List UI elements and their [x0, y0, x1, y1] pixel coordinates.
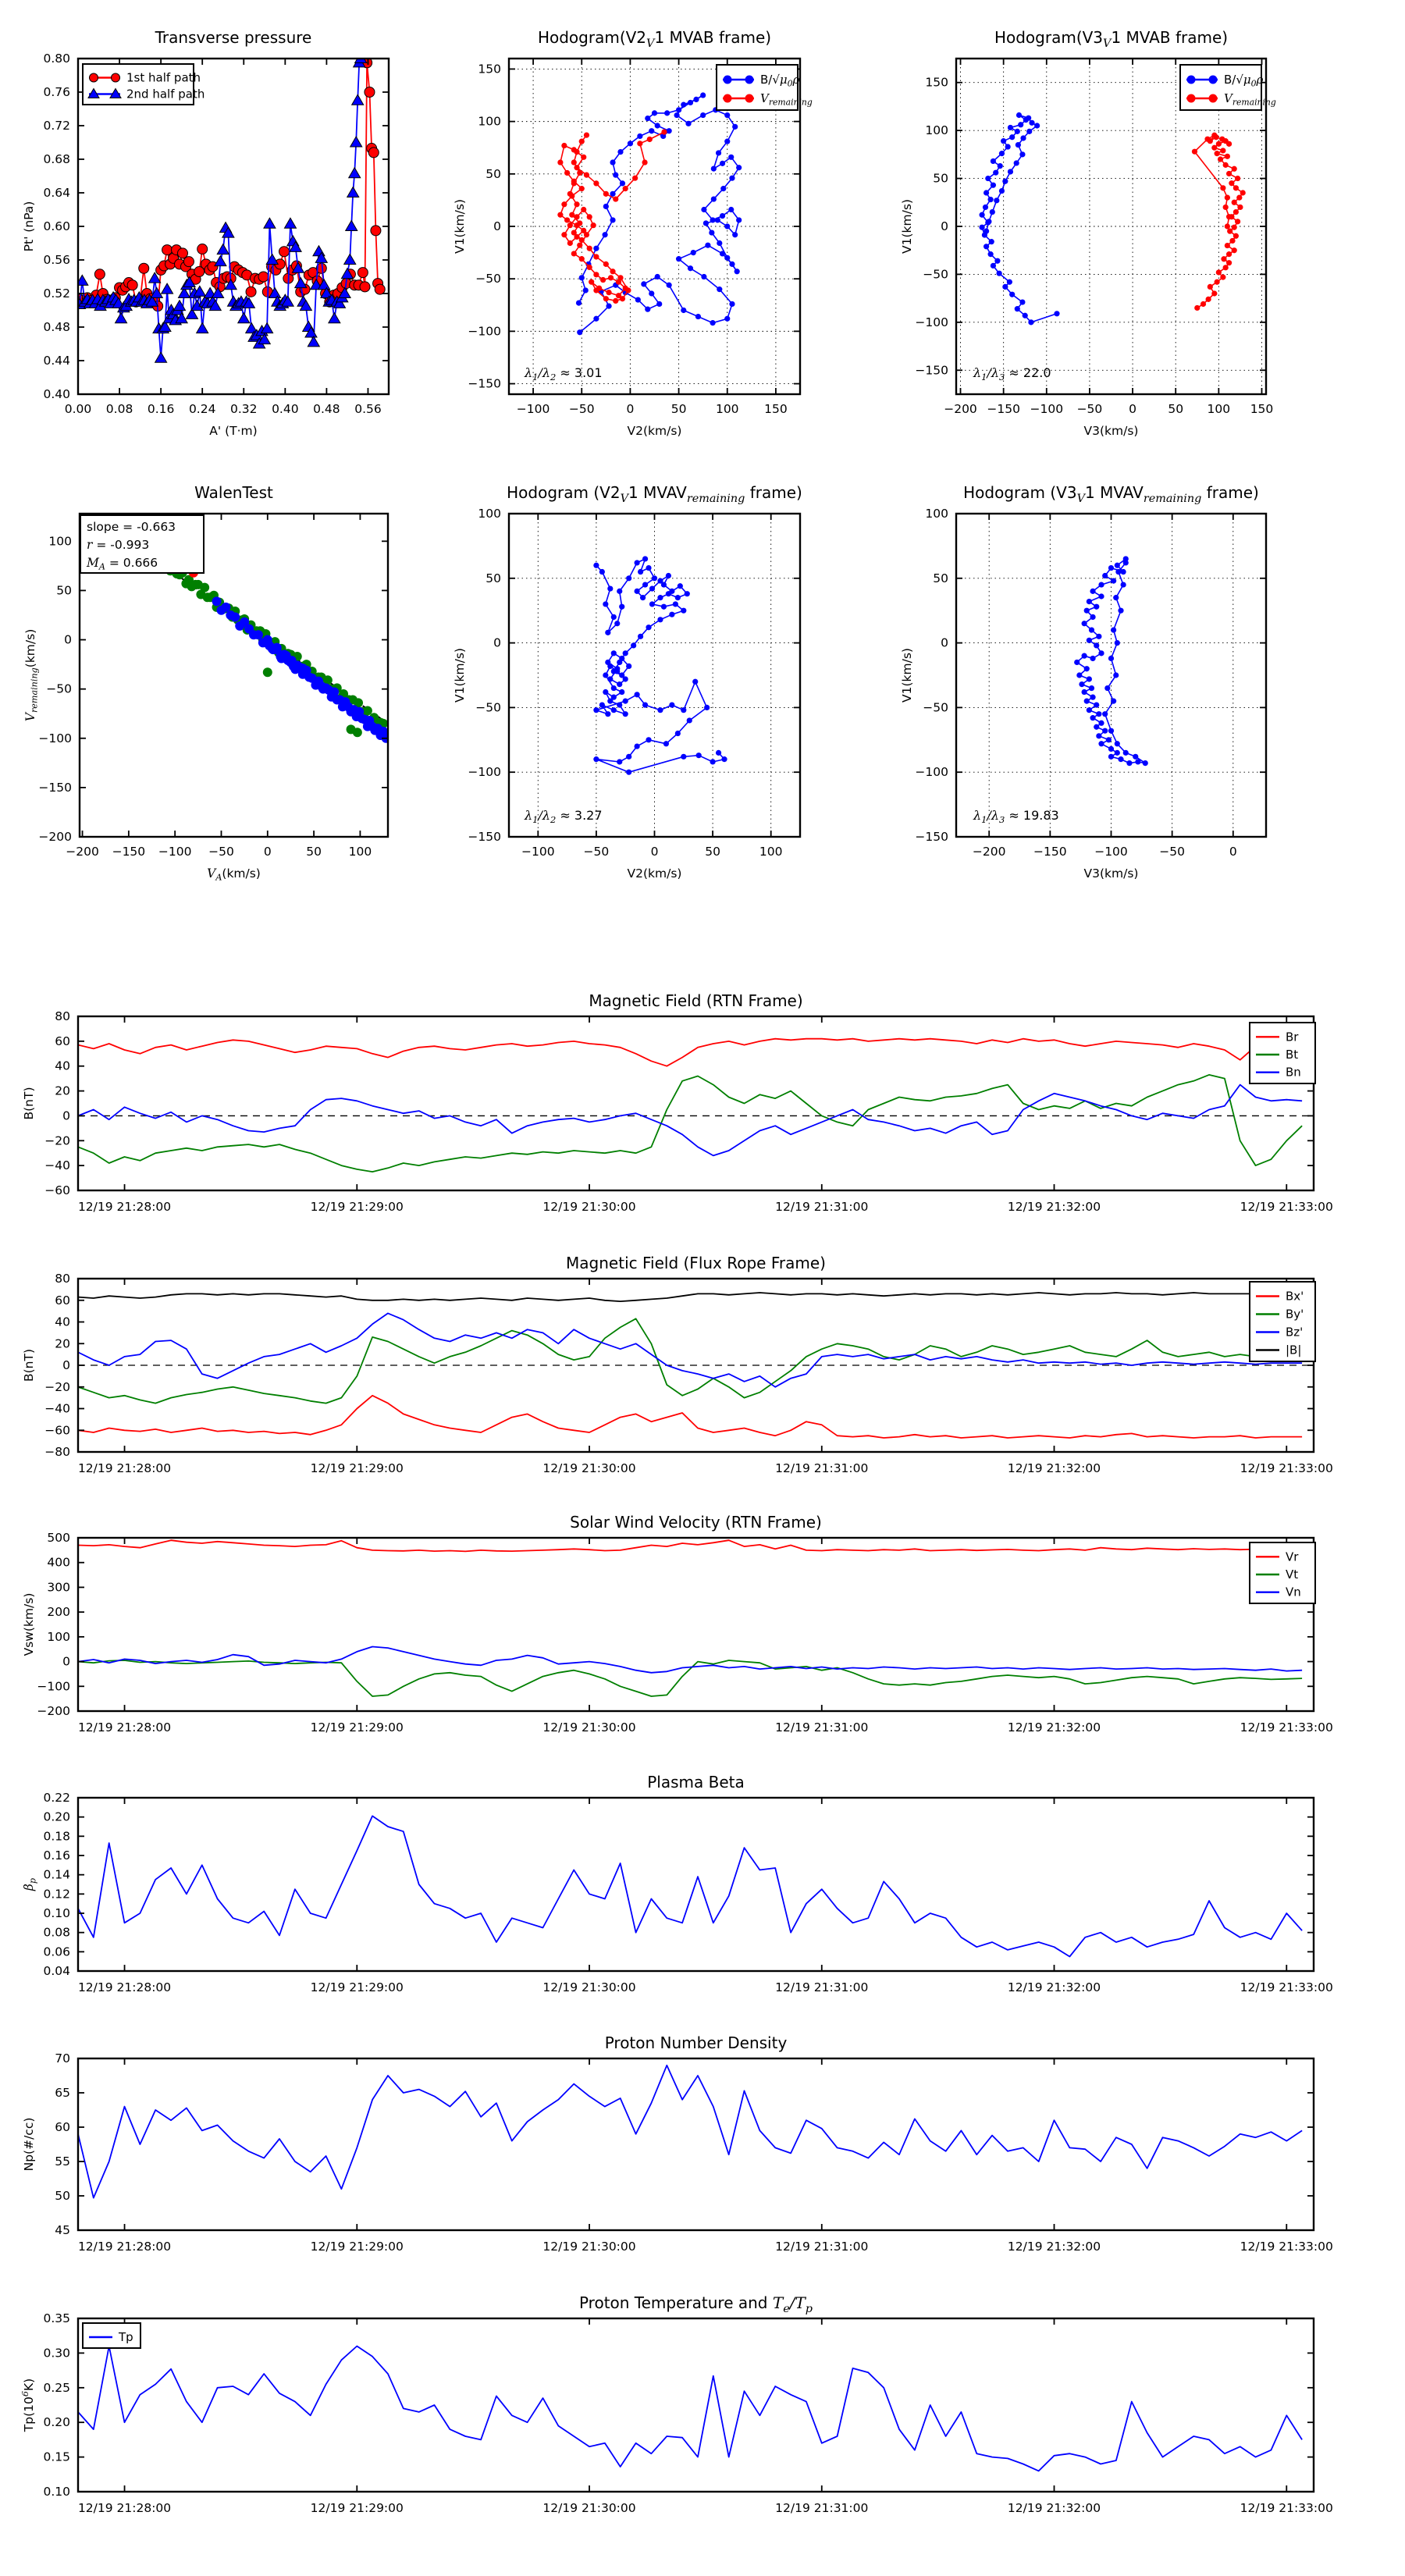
mag-rtn-legend-label: Br [1286, 1030, 1299, 1044]
mag-fluxrope-ytick: −60 [44, 1423, 70, 1438]
hodogram-v3v1-mvab-ytick: 100 [925, 123, 948, 138]
walen-test-title: WalenTest [194, 483, 273, 502]
transverse-pressure-ytick: 0.56 [43, 253, 70, 267]
mag-rtn-ytick: −40 [44, 1158, 70, 1173]
mag-rtn-ytick: 40 [55, 1059, 70, 1073]
proton-temperature-ytick: 0.25 [43, 2380, 70, 2395]
solar-wind-velocity-ytick: 0 [62, 1654, 70, 1669]
plasma-beta-xtick: 12/19 21:32:00 [1007, 1980, 1101, 1994]
hodogram-v3v1-mvab-xtick: −150 [987, 402, 1020, 416]
hodogram-v3v1-mvab-ytick: −100 [915, 315, 948, 329]
hodogram-v2v1-mvab-series-b-sqrt-mu0-rho- [576, 92, 742, 335]
hodogram-v2v1-mvav-xtick: −100 [521, 845, 555, 859]
plasma-beta-ytick: 0.18 [43, 1829, 70, 1844]
hodogram-v2v1-mvav-xtick: 50 [705, 845, 720, 859]
solar-wind-velocity-xtick: 12/19 21:33:00 [1240, 1720, 1333, 1735]
transverse-pressure-ytick: 0.52 [43, 286, 70, 301]
mag-rtn-ytick: 60 [55, 1034, 70, 1048]
hodogram-v2v1-mvab-ytick: 100 [478, 114, 501, 129]
hodogram-v3v1-mvav-xlabel: V3(km/s) [1083, 866, 1139, 881]
transverse-pressure-legend [83, 64, 205, 105]
walen-test-ytick: −50 [46, 681, 72, 696]
hodogram-v2v1-mvav-ytick: 100 [478, 507, 501, 521]
mag-fluxrope-xtick: 12/19 21:28:00 [77, 1461, 172, 1475]
mag-rtn-ytick: 0 [62, 1108, 70, 1123]
transverse-pressure-xtick: 0.24 [188, 402, 216, 416]
plasma-beta-xtick: 12/19 21:30:00 [542, 1980, 636, 1994]
proton-temperature-legend-label: Tp [119, 2330, 133, 2344]
plasma-beta-ytick: 0.20 [43, 1809, 70, 1824]
mag-fluxrope-legend [1250, 1282, 1315, 1361]
hodogram-v2v1-mvav-ytick: −100 [468, 765, 501, 780]
hodogram-v3v1-mvav-ytick: 0 [941, 635, 948, 650]
proton-density-ytick: 45 [55, 2223, 70, 2237]
hodogram-v2v1-mvab-ytick: 50 [486, 166, 501, 181]
proton-temperature-xtick: 12/19 21:33:00 [1240, 2501, 1333, 2515]
solar-wind-velocity-xtick: 12/19 21:31:00 [775, 1720, 869, 1735]
mag-fluxrope-legend-label: Bz' [1286, 1325, 1304, 1340]
proton-temperature-ticks [78, 2318, 1314, 2492]
transverse-pressure-xtick: 0.56 [354, 402, 382, 416]
mag-rtn-series-bn [78, 1085, 1302, 1156]
hodogram-v3v1-mvav-ticks [956, 514, 1266, 837]
hodogram-v2v1-mvav-ytick: 0 [493, 635, 501, 650]
hodogram-v2v1-mvab-ytick: 150 [478, 62, 501, 76]
proton-density-xtick: 12/19 21:29:00 [310, 2240, 404, 2254]
hodogram-v3v1-mvav-ytick: 50 [933, 571, 948, 585]
proton-temperature-xtick: 12/19 21:31:00 [775, 2501, 869, 2515]
hodogram-v3v1-mvab-tick-labels [915, 76, 1273, 416]
mag-rtn-xtick: 12/19 21:29:00 [310, 1200, 404, 1214]
plasma-beta-ytick: 0.04 [43, 1964, 70, 1978]
solar-wind-velocity-ylabel: Vsw(km/s) [22, 1592, 36, 1656]
plasma-beta-ytick: 0.16 [43, 1848, 70, 1863]
hodogram-v2v1-mvav-xtick: −50 [583, 845, 610, 859]
hodogram-v3v1-mvab-xtick: 150 [1250, 402, 1274, 416]
plasma-beta-xtick: 12/19 21:28:00 [77, 1980, 172, 1994]
mag-fluxrope-ytick: −40 [44, 1401, 70, 1416]
hodogram-v3v1-mvav-ytick: −100 [915, 765, 948, 780]
proton-temperature-ytick: 0.15 [43, 2450, 70, 2464]
mag-rtn-xtick: 12/19 21:33:00 [1240, 1200, 1333, 1214]
hodogram-v3v1-mvab-legend-label: $V_{remaining}$ [1224, 91, 1276, 108]
solar-wind-velocity-ytick: 200 [47, 1605, 70, 1620]
hodogram-v2v1-mvav-ytick: −150 [468, 830, 501, 844]
proton-temperature-series-tp [78, 2347, 1302, 2471]
hodogram-v2v1-mvab-xtick: 150 [764, 402, 788, 416]
proton-temperature-ylabel: $Tp(10^6K)$ [20, 2378, 36, 2432]
plasma-beta-xtick: 12/19 21:29:00 [310, 1980, 404, 1994]
hodogram-v3v1-mvab-series-b-sqrt-mu0-rho- [979, 112, 1059, 326]
walen-test-ytick: −100 [38, 731, 72, 745]
hodogram-v3v1-mvab-title: $Hodogram(V3_V1$ MVAB frame) [994, 28, 1229, 50]
transverse-pressure-ytick: 0.68 [43, 152, 70, 166]
hodogram-v3v1-mvav-xtick: −200 [972, 845, 1006, 859]
hodogram-v3v1-mvav-xtick: −150 [1033, 845, 1067, 859]
transverse-pressure-ytick: 0.60 [43, 219, 70, 233]
mag-fluxrope-legend-label: By' [1286, 1307, 1304, 1322]
plasma-beta-ytick: 0.08 [43, 1925, 70, 1940]
mag-rtn-ytick: 80 [55, 1009, 70, 1023]
transverse-pressure-ytick: 0.48 [43, 320, 70, 334]
proton-temperature-spines [78, 2318, 1314, 2492]
hodogram-v2v1-mvab-xtick: −100 [516, 402, 550, 416]
hodogram-v3v1-mvab-ytick: −150 [915, 363, 948, 378]
proton-temperature [20, 2293, 1333, 2515]
hodogram-v2v1-mvav-ticks [509, 514, 800, 837]
proton-temperature-xtick: 12/19 21:32:00 [1007, 2501, 1101, 2515]
solar-wind-velocity-ytick: 100 [47, 1629, 70, 1644]
plasma-beta-ytick: 0.14 [43, 1867, 70, 1882]
hodogram-v3v1-mvav-grid [956, 514, 1266, 837]
proton-density-series-np [78, 2065, 1302, 2198]
hodogram-v3v1-mvab-ytick: 0 [941, 219, 948, 233]
mag-fluxrope-ytick: 80 [55, 1272, 70, 1286]
hodogram-v3v1-mvav-ytick: −50 [923, 700, 948, 715]
transverse-pressure-legend-label: 2nd half path [126, 87, 205, 101]
plasma-beta-ylabel: $\beta_p$ [22, 1877, 38, 1891]
solar-wind-velocity-xtick: 12/19 21:30:00 [542, 1720, 636, 1735]
hodogram-v3v1-mvav-title: Hodogram ($V3_V1$ $MVAV_{remaining}$ frame) [963, 483, 1259, 505]
walen-test-ylabel: $V_{remaining}(km/s)$ [23, 628, 40, 722]
hodogram-v2v1-mvab-ytick: 0 [493, 219, 501, 233]
plasma-beta-tick-labels [43, 1791, 1332, 1994]
hodogram-v2v1-mvab-tick-labels [468, 62, 787, 416]
transverse-pressure-xtick: 0.08 [105, 402, 133, 416]
solar-wind-velocity-ytick: −200 [37, 1704, 70, 1718]
mag-rtn-legend-label: Bt [1286, 1048, 1299, 1062]
walen-test-annotation-line: r = -0.993 [87, 538, 150, 552]
hodogram-v2v1-mvav-spines [509, 514, 800, 837]
walen-test-ytick: 0 [64, 632, 72, 647]
proton-temperature-xtick: 12/19 21:30:00 [542, 2501, 636, 2515]
mag-fluxrope-legend-label: Bx' [1286, 1289, 1304, 1304]
hodogram-v3v1-mvab-legend [1180, 65, 1276, 110]
mag-rtn-series-bt [78, 1075, 1302, 1172]
solar-wind-velocity-xtick: 12/19 21:28:00 [77, 1720, 172, 1735]
hodogram-v3v1-mvab-xtick: 100 [1207, 402, 1231, 416]
walen-test-xtick: −50 [208, 845, 234, 859]
hodogram-v2v1-mvav-ytick: −50 [475, 700, 501, 715]
mag-fluxrope-series-bz' [78, 1313, 1302, 1386]
plasma-beta-xtick: 12/19 21:33:00 [1240, 1980, 1333, 1994]
mag-rtn-xtick: 12/19 21:30:00 [542, 1200, 636, 1214]
transverse-pressure-legend-label: 1st half path [126, 70, 201, 85]
hodogram-v2v1-mvab-ytick: −150 [468, 376, 501, 391]
hodogram-v3v1-mvab-annotation: $\lambda_1/\lambda_3 \approx 22.0$ [973, 365, 1051, 382]
walen-test-ytick: 50 [56, 583, 72, 598]
hodogram-v2v1-mvab [453, 28, 813, 438]
mag-rtn-xtick: 12/19 21:31:00 [775, 1200, 869, 1214]
mag-rtn-ytick: 20 [55, 1083, 70, 1098]
hodogram-v3v1-mvab-legend-label: $B/√\mu_0\rho$ [1224, 73, 1264, 89]
hodogram-v3v1-mvab-ytick: 150 [925, 75, 948, 90]
hodogram-v3v1-mvab-xlabel: V3(km/s) [1083, 424, 1139, 438]
hodogram-v3v1-mvav-ytick: 100 [925, 507, 948, 521]
mag-rtn-legend [1250, 1023, 1315, 1083]
mag-rtn-legend-label: Bn [1286, 1065, 1301, 1080]
hodogram-v3v1-mvab-ylabel: V1(km/s) [900, 199, 914, 254]
mag-fluxrope-tick-labels [44, 1272, 1333, 1475]
solar-wind-velocity-ytick: 400 [47, 1555, 70, 1570]
hodogram-v2v1-mvav-xtick: 100 [759, 845, 783, 859]
mag-fluxrope [22, 1254, 1333, 1475]
proton-temperature-xtick: 12/19 21:28:00 [77, 2501, 172, 2515]
walen-test-ytick: 100 [48, 534, 72, 549]
hodogram-v2v1-mvab-ylabel: V1(km/s) [453, 199, 467, 254]
plasma-beta [22, 1773, 1333, 1994]
hodogram-v3v1-mvav-ytick: −150 [915, 830, 948, 844]
hodogram-v2v1-mvav-grid [509, 514, 800, 837]
transverse-pressure-ylabel: Pt' (nPa) [22, 201, 36, 252]
mag-rtn-series-br [78, 1039, 1302, 1066]
hodogram-v2v1-mvab-xlabel: V2(km/s) [627, 424, 682, 438]
proton-temperature-ytick: 0.30 [43, 2346, 70, 2361]
solar-wind-velocity-spines [78, 1538, 1314, 1711]
mag-rtn-ytick: −60 [44, 1183, 70, 1197]
walen-test-annotation-line: slope = -0.663 [87, 520, 176, 534]
mag-rtn-xtick: 12/19 21:32:00 [1007, 1200, 1101, 1214]
plasma-beta-series-beta [78, 1816, 1302, 1956]
hodogram-v3v1-mvab-xtick: −100 [1030, 402, 1064, 416]
hodogram-v3v1-mvav-tick-labels [915, 507, 1236, 859]
solar-wind-velocity-ytick: −100 [37, 1679, 70, 1694]
proton-density-xtick: 12/19 21:32:00 [1007, 2240, 1101, 2254]
mag-fluxrope-ytick: 40 [55, 1315, 70, 1329]
transverse-pressure-xtick: 0.00 [64, 402, 92, 416]
hodogram-v3v1-mvab [900, 28, 1276, 438]
hodogram-v2v1-mvab-xtick: 0 [626, 402, 635, 416]
mag-fluxrope-series-bx' [78, 1396, 1302, 1438]
mag-rtn-xtick: 12/19 21:28:00 [77, 1200, 172, 1214]
proton-density-ylabel: Np(#/cc) [22, 2117, 36, 2172]
mag-fluxrope-xtick: 12/19 21:30:00 [542, 1461, 636, 1475]
proton-density-spines [78, 2058, 1314, 2230]
plasma-beta-ytick: 0.06 [43, 1944, 70, 1959]
proton-density-ytick: 65 [55, 2086, 70, 2100]
walen-test-xlabel: $V_A(km/s)$ [207, 866, 261, 883]
transverse-pressure-xtick: 0.40 [272, 402, 299, 416]
mag-rtn-title: Magnetic Field (RTN Frame) [589, 991, 803, 1010]
transverse-pressure-ytick: 0.72 [43, 119, 70, 133]
hodogram-v2v1-mvab-annotation: $\lambda_1/\lambda_2 \approx 3.01$ [525, 365, 603, 382]
transverse-pressure-ticks [78, 59, 389, 394]
hodogram-v3v1-mvav-xtick: −50 [1159, 845, 1186, 859]
hodogram-v3v1-mvav-ylabel: V1(km/s) [900, 648, 914, 703]
proton-density-xtick: 12/19 21:31:00 [775, 2240, 869, 2254]
walen-test-ytick: −150 [38, 780, 72, 795]
walen-test-xtick: −200 [66, 845, 99, 859]
transverse-pressure-tick-labels [43, 52, 381, 416]
hodogram-v3v1-mvab-xtick: 50 [1168, 402, 1184, 416]
hodogram-v2v1-mvab-legend-label: $B/√\mu_0\rho$ [760, 73, 800, 89]
hodogram-v3v1-mvab-xtick: −50 [1076, 402, 1103, 416]
mag-rtn [22, 991, 1333, 1214]
proton-density-xtick: 12/19 21:33:00 [1240, 2240, 1333, 2254]
walen-test-tick-labels [38, 534, 372, 859]
hodogram-v3v1-mvav-annotation: $\lambda_1/\lambda_3 \approx 19.83$ [973, 808, 1059, 825]
transverse-pressure-ytick: 0.76 [43, 85, 70, 99]
transverse-pressure [22, 28, 389, 438]
proton-density-xtick: 12/19 21:30:00 [542, 2240, 636, 2254]
transverse-pressure-spines [78, 59, 389, 394]
walen-test-xtick: 100 [348, 845, 372, 859]
transverse-pressure-ytick: 0.64 [43, 186, 70, 200]
proton-temperature-legend [83, 2323, 140, 2348]
hodogram-v2v1-mvab-title: $Hodogram(V2_V1$ MVAB frame) [537, 28, 772, 50]
hodogram-v2v1-mvav-ylabel: V1(km/s) [453, 648, 467, 703]
hodogram-v2v1-mvav-series-v-path [593, 556, 727, 774]
transverse-pressure-xtick: 0.48 [313, 402, 340, 416]
transverse-pressure-ytick: 0.40 [43, 387, 70, 401]
solar-wind-velocity-title: Solar Wind Velocity (RTN Frame) [570, 1513, 822, 1532]
hodogram-v2v1-mvab-legend-label: $V_{remaining}$ [760, 91, 813, 108]
proton-temperature-xtick: 12/19 21:29:00 [310, 2501, 404, 2515]
mag-rtn-ylabel: B(nT) [22, 1087, 36, 1120]
walen-test-xtick: −150 [112, 845, 146, 859]
hodogram-v2v1-mvav-xtick: 0 [650, 845, 659, 859]
mag-fluxrope-ytick: −80 [44, 1445, 70, 1459]
walen-test-series-blue-points [212, 596, 391, 742]
solar-wind-velocity-legend-label: Vt [1286, 1567, 1299, 1582]
hodogram-v2v1-mvab-legend [717, 65, 813, 110]
proton-temperature-title: Proton Temperature and $T_e/T_p$ [578, 2293, 813, 2315]
walen-test-annotation-line: $M_A = 0.666$ [87, 556, 158, 572]
solar-wind-velocity-series-vt [78, 1660, 1302, 1696]
plasma-beta-ytick: 0.10 [43, 1906, 70, 1920]
hodogram-v3v1-mvav-spines [956, 514, 1266, 837]
mag-fluxrope-ylabel: B(nT) [22, 1348, 36, 1382]
hodogram-v2v1-mvav-tick-labels [468, 507, 782, 859]
hodogram-v2v1-mvav-xlabel: V2(km/s) [627, 866, 682, 881]
walen-test-xtick: −100 [158, 845, 192, 859]
walen-test-xtick: 50 [306, 845, 322, 859]
hodogram-v3v1-mvav [900, 483, 1266, 881]
proton-temperature-tick-labels [43, 2311, 1332, 2515]
hodogram-v2v1-mvav [453, 483, 802, 881]
transverse-pressure-xtick: 0.16 [147, 402, 175, 416]
proton-temperature-ytick: 0.35 [43, 2311, 70, 2325]
solar-wind-velocity-ytick: 300 [47, 1580, 70, 1595]
walen-test-ytick: −200 [38, 830, 72, 844]
transverse-pressure-title: Transverse pressure [155, 28, 312, 47]
hodogram-v2v1-mvab-ytick: −50 [475, 272, 501, 286]
mag-fluxrope-ytick: 0 [62, 1358, 70, 1372]
walen-test-xtick: 0 [263, 845, 272, 859]
solar-wind-velocity-ytick: 500 [47, 1531, 70, 1545]
solar-wind-velocity-xtick: 12/19 21:32:00 [1007, 1720, 1101, 1735]
solar-wind-velocity-legend-label: Vr [1286, 1550, 1299, 1564]
mag-fluxrope-xtick: 12/19 21:33:00 [1240, 1461, 1333, 1475]
solar-wind-velocity [22, 1513, 1333, 1735]
plasma-beta-ytick: 0.12 [43, 1887, 70, 1902]
mag-fluxrope-title: Magnetic Field (Flux Rope Frame) [566, 1254, 826, 1272]
walen-test [23, 483, 391, 883]
proton-density-ytick: 60 [55, 2120, 70, 2134]
mag-fluxrope-xtick: 12/19 21:29:00 [310, 1461, 404, 1475]
solar-wind-velocity-ticks [78, 1538, 1314, 1711]
mag-fluxrope-xtick: 12/19 21:31:00 [775, 1461, 869, 1475]
hodogram-v2v1-mvab-ytick: −100 [468, 324, 501, 339]
solar-wind-velocity-xtick: 12/19 21:29:00 [310, 1720, 404, 1735]
hodogram-v3v1-mvab-xtick: −200 [944, 402, 977, 416]
mag-fluxrope-legend-label: |B| [1286, 1343, 1302, 1357]
plasma-beta-title: Plasma Beta [647, 1773, 745, 1791]
solar-wind-velocity-legend [1250, 1542, 1315, 1603]
hodogram-v3v1-mvav-xtick: 0 [1229, 845, 1237, 859]
transverse-pressure-ytick: 0.44 [43, 354, 70, 368]
hodogram-v2v1-mvab-series-v-remaining [557, 129, 667, 304]
solar-wind-velocity-tick-labels [37, 1531, 1332, 1735]
solar-wind-velocity-legend-label: Vn [1286, 1585, 1301, 1599]
transverse-pressure-ytick: 0.80 [43, 52, 70, 66]
mag-rtn-ytick: −20 [44, 1133, 70, 1148]
proton-density [22, 2033, 1333, 2254]
mag-fluxrope-series-by' [78, 1318, 1302, 1403]
proton-density-ytick: 55 [55, 2154, 70, 2169]
hodogram-v3v1-mvab-xtick: 0 [1129, 402, 1137, 416]
proton-density-title: Proton Number Density [604, 2033, 788, 2052]
proton-density-ticks [78, 2058, 1314, 2230]
mag-fluxrope-ytick: 60 [55, 1293, 70, 1308]
hodogram-v3v1-mvab-ytick: −50 [923, 267, 948, 282]
solar-wind-velocity-series-vr [78, 1540, 1302, 1551]
mag-fluxrope-ytick: −20 [44, 1379, 70, 1394]
hodogram-v3v1-mvab-series-v-remaining [1192, 133, 1246, 311]
proton-density-ytick: 70 [55, 2051, 70, 2065]
hodogram-v3v1-mvav-xtick: −100 [1094, 845, 1128, 859]
hodogram-v2v1-mvav-title: Hodogram ($V2_V1$ $MVAV_{remaining}$ frame) [507, 483, 802, 505]
plasma-beta-xtick: 12/19 21:31:00 [775, 1980, 869, 1994]
proton-temperature-ytick: 0.10 [43, 2485, 70, 2499]
plasma-beta-ytick: 0.22 [43, 1791, 70, 1805]
proton-temperature-ytick: 0.20 [43, 2415, 70, 2430]
mag-fluxrope-xtick: 12/19 21:32:00 [1007, 1461, 1101, 1475]
hodogram-v2v1-mvab-xtick: −50 [568, 402, 595, 416]
hodogram-v2v1-mvab-xtick: 50 [670, 402, 687, 416]
mag-fluxrope-series-|b| [78, 1293, 1302, 1301]
proton-density-ytick: 50 [55, 2189, 70, 2203]
hodogram-v2v1-mvav-annotation: $\lambda_1/\lambda_2 \approx 3.27$ [525, 808, 603, 825]
mag-fluxrope-ytick: 20 [55, 1336, 70, 1351]
hodogram-v2v1-mvab-xtick: 100 [715, 402, 739, 416]
transverse-pressure-xlabel: A' (T·m) [209, 424, 258, 438]
hodogram-v2v1-mvav-ytick: 50 [486, 571, 501, 585]
hodogram-v3v1-mvab-ytick: 50 [933, 171, 948, 186]
transverse-pressure-xtick: 0.32 [230, 402, 258, 416]
proton-density-xtick: 12/19 21:28:00 [77, 2240, 172, 2254]
